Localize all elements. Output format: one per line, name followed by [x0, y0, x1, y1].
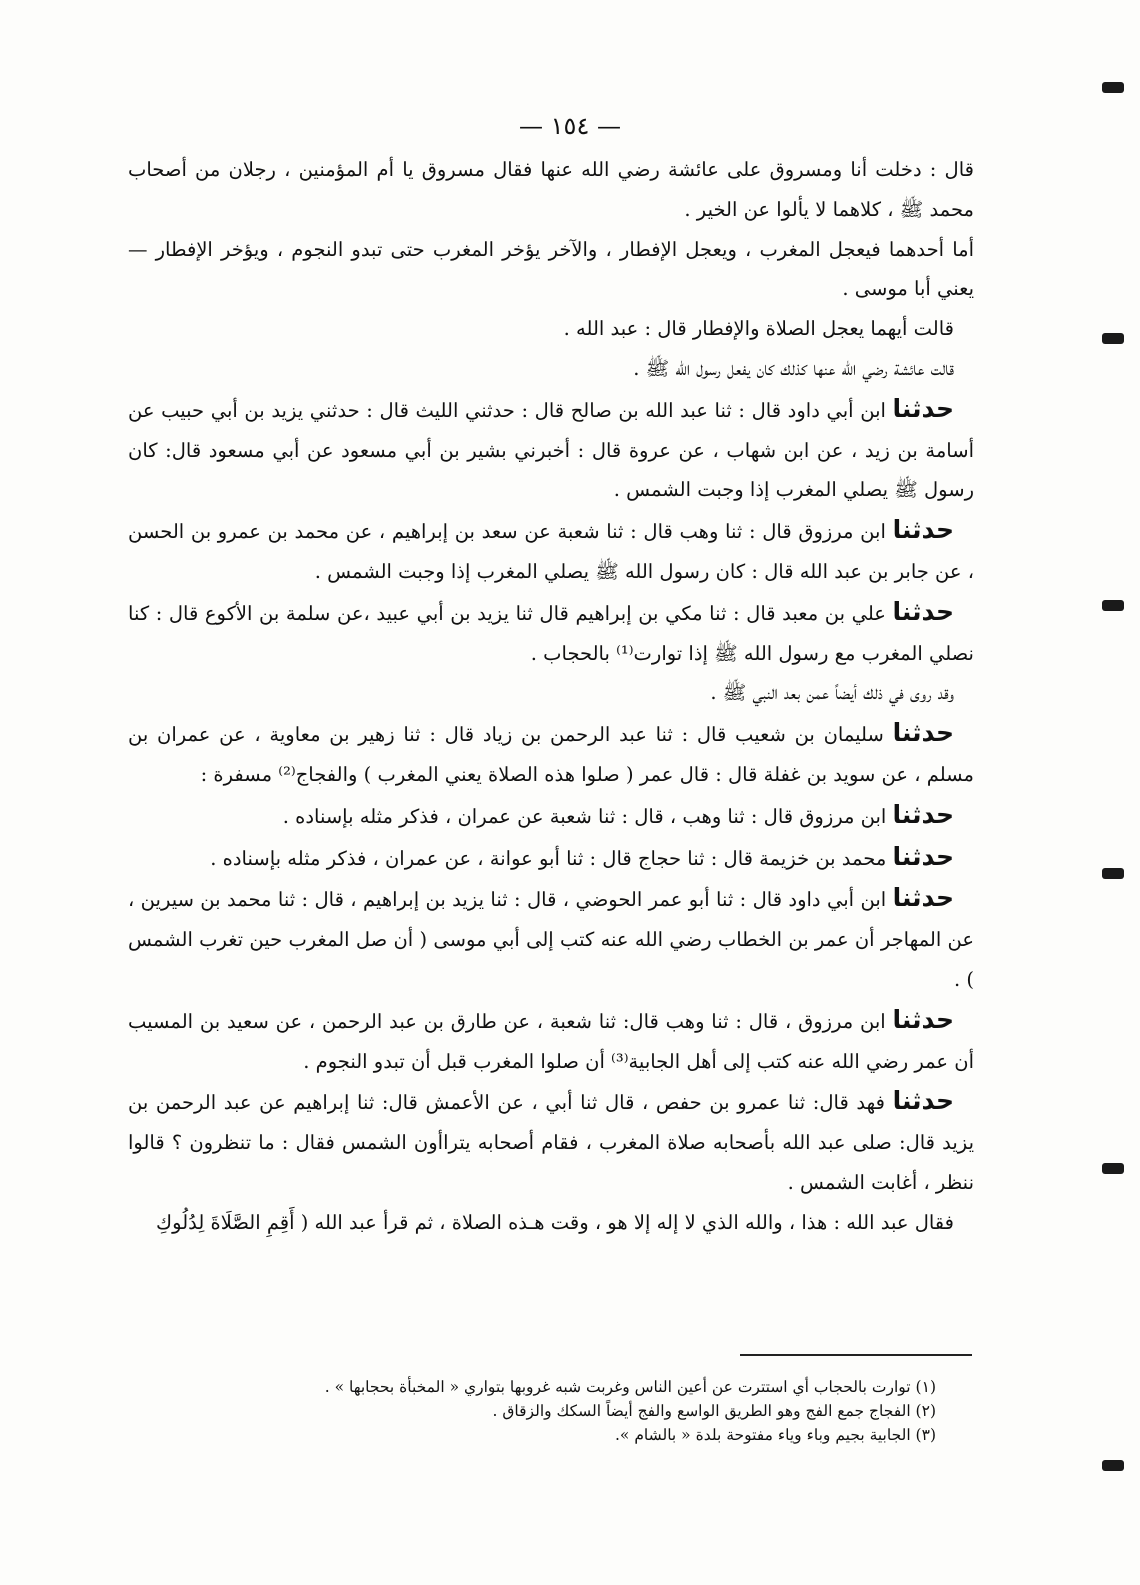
paragraph-text: ابن مرزوق ، قال : ثنا وهب قال: ثنا شعبة ، عن طارق بن عبد الرحمن ، عن سعيد بن المسيب أن عمر رضي الله عنه كتب إلى أهل الجابية⁽³⁾ أن صلوا المغرب قبل أن تبدو النجوم .: [128, 1009, 974, 1073]
scan-edge-mark: [1102, 868, 1124, 879]
hadith-lead-word: حدثنا: [892, 799, 954, 829]
paragraph-text: ابن أبي داود قال : ثنا أبو عمر الحوضي ، قال : ثنا يزيد بن إبراهيم ، قال : ثنا محمد بن سيرين ، عن المهاجر أن عمر بن الخطاب رضي الله عنه كتب إلى أبي موسى ( أن صل المغرب حين تغرب الشمس ) .: [128, 888, 974, 991]
paragraph: [128, 713, 974, 795]
hadith-lead-word: حدثنا: [892, 1086, 955, 1116]
paragraph: [128, 1081, 974, 1202]
paragraph: [128, 309, 974, 349]
paragraph: [128, 1000, 974, 1082]
paragraph: [128, 673, 974, 713]
paragraph-text: فقال عبد الله : هذا ، والله الذي لا إله إلا هو ، وقت هـذه الصلاة ، ثم قرأ عبد الله ( أَقِمِ الصَّلَاةَ لِدُلُوكِ: [156, 1210, 954, 1234]
paragraph: [128, 592, 974, 674]
footnote: (١) توارت بالحجاب أي استترت عن أعين الناس وغربت شبه غروبها بتواري « المخبأة بحجابها » .: [324, 1378, 936, 1396]
paragraph: [128, 510, 974, 592]
scan-edge-mark: [1102, 1460, 1124, 1471]
footnote-rule: [740, 1354, 972, 1356]
paragraph-text: سليمان بن شعيب قال : ثنا عبد الرحمن بن زياد قال : ثنا زهير بن معاوية ، عن عمران بن مسلم ، عن سويد بن غفلة قال : قال عمر ( صلوا هذه الصلاة يعني المغرب ) والفجاج⁽²⁾ مسفرة :: [128, 723, 974, 786]
paragraph-text: ابن مرزوق قال : ثنا وهب ، قال : ثنا شعبة عن عمران ، فذكر مثله بإسناده .: [282, 804, 887, 828]
scan-edge-mark: [1102, 1163, 1124, 1174]
paragraph-text: فهد قال: ثنا عمرو بن حفص ، قال ثنا أبي ، عن الأعمش قال: ثنا إبراهيم عن عبد الرحمن بن يزيد قال: صلى عبد الله بأصحابه صلاة المغرب ، فقام أصحابه يتراأون الشمس فقال : ما تنظرون ؟ قالوا ننظر ، أغابت الشمس .: [128, 1091, 974, 1194]
paragraph-text: قالت عائشة رضي الله عنها كذلك كان يفعل رسول الله ﷺ .: [633, 356, 954, 380]
paragraph-text: محمد بن خزيمة قال : ثنا حجاج قال : ثنا أبو عوانة ، عن عمران ، فذكر مثله بإسناده .: [210, 846, 887, 870]
paragraph-text: ابن أبي داود قال : ثنا عبد الله بن صالح قال : حدثني الليث قال : حدثني يزيد بن أبي حبيب عن أسامة بن زيد ، عن ابن شهاب ، عن عروة قال : أخبرني بشير بن أبي مسعود عن أبي مسعود قال: كان رسول ﷺ يصلي المغرب إذا وجبت الشمس .: [128, 398, 974, 502]
hadith-lead-word: حدثنا: [892, 718, 955, 748]
paragraph: [128, 389, 974, 510]
paragraph: [128, 230, 974, 310]
hadith-lead-word: حدثنا: [892, 596, 954, 626]
hadith-lead-word: حدثنا: [892, 841, 954, 871]
paragraph: [128, 150, 974, 230]
footnote: (٣) الجابية بجيم وباء وياء مفتوحة بلدة « بالشام ».: [615, 1426, 936, 1444]
paragraph-text: علي بن معبد قال : ثنا مكي بن إبراهيم قال ثنا يزيد بن أبي عبيد ،عن سلمة بن الأكوع قال : كنا نصلي المغرب مع رسول الله ﷺ إذا توارت⁽¹⁾ بالحجاب .: [128, 601, 974, 665]
paragraph-text: أما أحدهما فيعجل المغرب ، ويعجل الإفطار ، والآخر يؤخر المغرب حتى تبدو النجوم ، ويؤخر الإفطار — يعني أبا موسى .: [128, 237, 974, 301]
paragraph-text: قالت أيهما يعجل الصلاة والإفطار قال : عبد الله .: [563, 317, 954, 341]
scan-edge-mark: [1102, 82, 1124, 93]
paragraph: [128, 837, 974, 879]
hadith-lead-word: حدثنا: [892, 1004, 954, 1034]
hadith-lead-word: حدثنا: [892, 393, 954, 423]
scan-edge-mark: [1102, 600, 1124, 611]
body-text: [128, 150, 974, 1243]
paragraph: [128, 1203, 974, 1243]
footnote: (٢) الفجاج جمع الفج وهو الطريق الواسع والفج أيضاً السكك والزقاق .: [492, 1402, 936, 1420]
page-number: — ١٥٤ —: [519, 112, 621, 140]
hadith-lead-word: حدثنا: [892, 883, 955, 913]
paragraph-text: ابن مرزوق قال : ثنا وهب قال : ثنا شعبة عن سعد بن إبراهيم ، عن محمد بن عمرو بن الحسن ، عن جابر بن عبد الله قال : كان رسول الله ﷺ يصلي المغرب إذا وجبت الشمس .: [128, 520, 974, 583]
paragraph: [128, 795, 974, 837]
paragraph: [128, 878, 974, 999]
paragraph-text: وقد روى في ذلك أيضاً عمن بعد النبي ﷺ .: [710, 681, 954, 705]
paragraph: [128, 349, 974, 389]
scan-edge-mark: [1102, 333, 1124, 344]
paragraph-text: قال : دخلت أنا ومسروق على عائشة رضي الله عنها فقال مسروق يا أم المؤمنين ، رجلان من أصحاب محمد ﷺ ، كلاهما لا يألوا عن الخير .: [128, 158, 974, 221]
footnotes: [128, 1375, 936, 1447]
hadith-lead-word: حدثنا: [892, 515, 955, 545]
